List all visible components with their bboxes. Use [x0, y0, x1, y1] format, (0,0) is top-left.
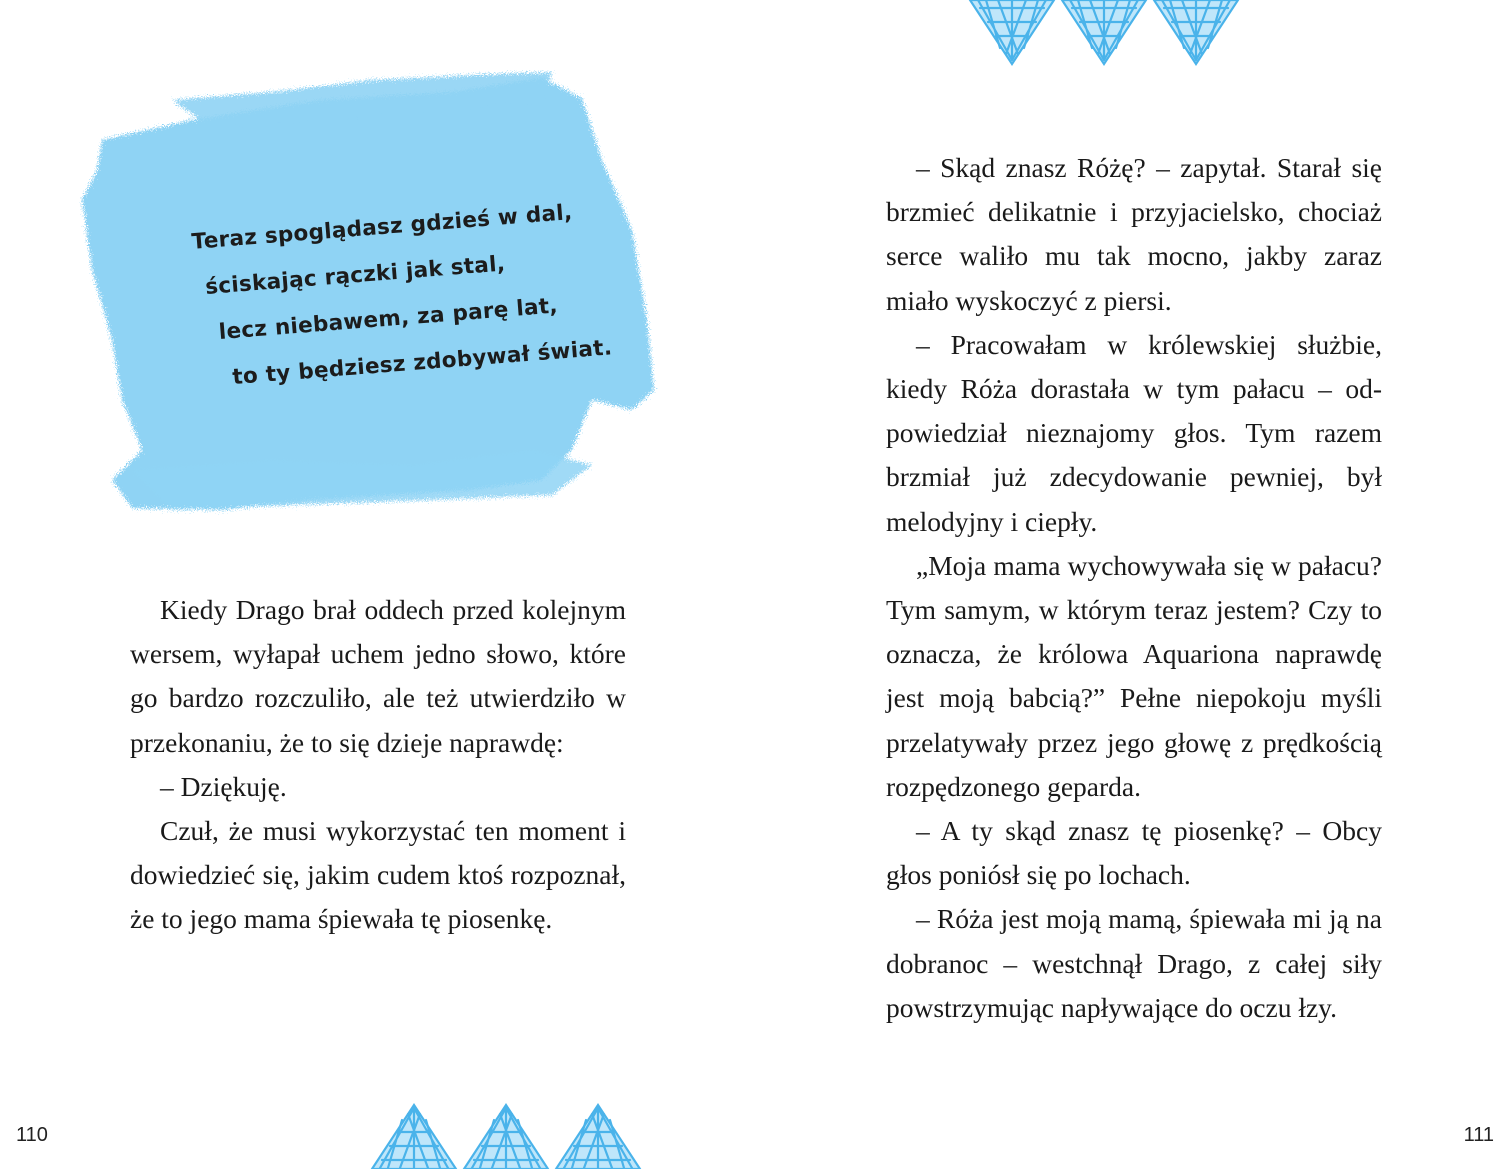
song-lyrics-box	[72, 70, 662, 515]
diamond-ornament-bottom	[368, 1102, 644, 1169]
right-page	[756, 0, 1512, 1169]
left-page-body-text	[130, 588, 626, 942]
lyric-line: lecz niebawem, za parę lat,	[217, 293, 559, 346]
blue-scribble-diamond-icon	[460, 1102, 552, 1169]
right-page-body-text	[886, 146, 1382, 1030]
blue-scribble-diamond-icon	[1058, 0, 1150, 66]
song-lyrics	[190, 187, 623, 403]
paragraph: Kiedy Drago brał oddech przed kolejnym wersem, wyłapał uchem jedno słowo, które go bardzo rozczuliło, ale też utwierdziło w przekonaniu, że to się dzieje naprawdę:	[130, 594, 626, 758]
paragraph: – Róża jest moją mamą, śpiewała mi ją na dobranoc – westchnął Drago, z całej siły powstrzymując napływające do oczu łzy.	[886, 903, 1382, 1023]
page-number: 111	[1463, 1124, 1494, 1146]
paragraph: Czuł, że musi wykorzystać ten moment i dowiedzieć się, jakim cudem ktoś rozpoznał, że to jego mama śpiewała tę piosenkę.	[130, 815, 626, 935]
lyric-line: to ty będziesz zdobywał świat.	[231, 335, 614, 391]
page-number: 110	[16, 1124, 48, 1146]
lyric-line: Teraz spoglądasz gdzieś w dal,	[190, 200, 574, 255]
paragraph: – A ty skąd znasz tę piosenkę? – Obcy głos poniósł się po lochach.	[886, 815, 1382, 891]
paragraph: – Pracowałam w królewskiej służbie, kiedy Róża dorastała w tym pałacu – odpowiedział nieznajomy głos. Tym razem brzmiał już zdecydowanie pewniej, był melodyjny i ciepły.	[886, 328, 1382, 537]
blue-scribble-diamond-icon	[1150, 0, 1242, 66]
paragraph: „Moja mama wychowywała się w pałacu? Tym samym, w którym teraz jestem? Czy to oznacza, że królowa Aquariona naprawdę jest moją babcią?” Pełne niepokoju myśli przelatywały przez jego głowę z prędkością rozpędzonego geparda.	[886, 549, 1382, 802]
blue-scribble-diamond-icon	[552, 1102, 644, 1169]
paragraph: – Dziękuję.	[160, 770, 287, 802]
paragraph: – Skąd znasz Różę? – zapytał. Starał się brzmieć delikatnie i przyjacielsko, chociaż serce waliło mu tak mocno, jakby zaraz miało wyskoczyć z piersi.	[886, 152, 1382, 316]
blue-scribble-diamond-icon	[368, 1102, 460, 1169]
diamond-ornament-top	[966, 0, 1242, 66]
blue-scribble-diamond-icon	[966, 0, 1058, 66]
lyric-line: ściskając rączki jak stal,	[204, 251, 507, 300]
